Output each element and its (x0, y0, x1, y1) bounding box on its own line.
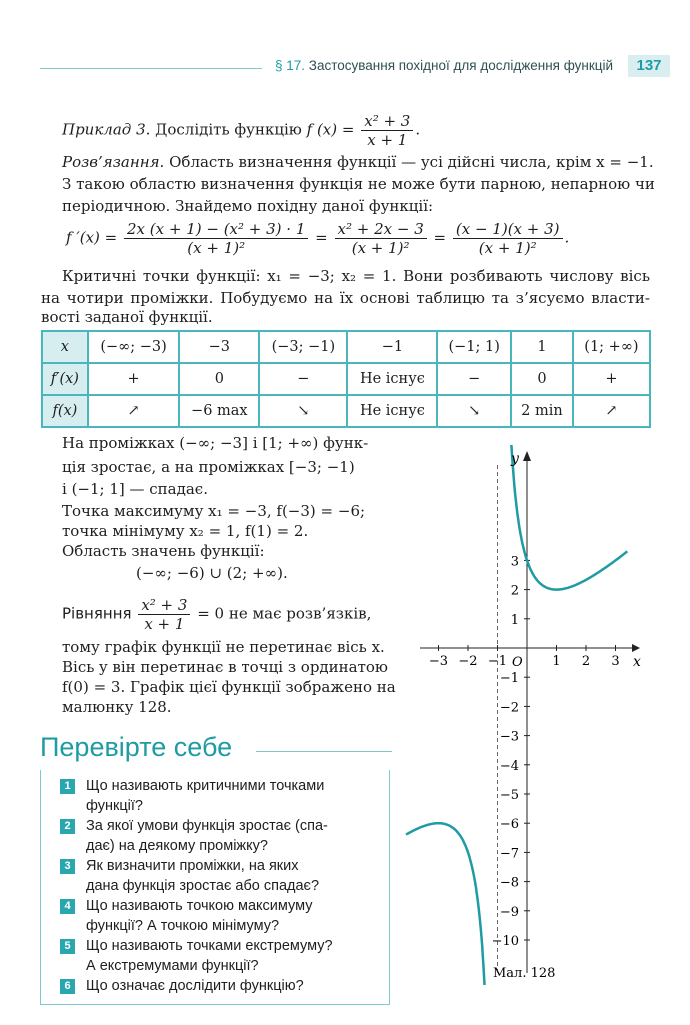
table-cell: x (42, 331, 88, 363)
table-cell: (−1; 1) (437, 331, 511, 363)
table-row-x (42, 331, 650, 363)
derivative-denominator-2: (x + 1)² (351, 239, 410, 257)
x-tick-label: −2 (458, 654, 478, 669)
table-cell: (1; +∞) (573, 331, 650, 363)
y-axis-arrow (523, 451, 531, 461)
y-tick-label: −1 (499, 671, 519, 687)
x-axis-label: x (633, 654, 641, 670)
equation-word: Рівняння (62, 604, 132, 623)
table-cell: ↗ (88, 395, 180, 427)
table-cell: − (259, 363, 347, 395)
question-number: 4 (60, 899, 75, 914)
equation-rest: = 0 не має розв’язків, (197, 604, 372, 623)
question-text: Що називають критичними точками (86, 778, 325, 794)
x-tick-label: 1 (552, 654, 561, 669)
y-tick-label: −2 (499, 700, 519, 716)
question-text: Як визначити проміжки, на яких (86, 858, 299, 874)
question-text: функції? А точкою мінімуму? (86, 918, 280, 934)
question-text: дана функція зростає або спадає? (86, 878, 320, 894)
solution-label: Розв’язання. (62, 153, 165, 171)
table-row-derivative (42, 363, 650, 395)
table-cell: 0 (511, 363, 573, 395)
critical-points-line-2: на чотири проміжки. Побудуємо на їх основі таблицю та з’ясуємо власти- (41, 289, 650, 307)
equation-fraction (138, 596, 190, 633)
solution-text-1: Область визначення функції — усі дійсні числа, крім x = −1. (169, 153, 654, 171)
table-cell: − (437, 363, 511, 395)
question-number: 5 (60, 939, 75, 954)
table-cell: 1 (511, 331, 573, 363)
y-tick-label: −8 (499, 875, 519, 891)
analysis-line: Область значень функції: (62, 542, 265, 560)
figure-caption: Мал. 128 (493, 966, 556, 981)
critical-points-line-1: Критичні точки функції: x₁ = −3; x₂ = 1. Вони розбивають числову вісь (62, 267, 650, 285)
equals-sign: = (433, 228, 447, 247)
table-cell: ↘ (437, 395, 511, 427)
analysis-line: ція зростає, а на проміжках [−3; −1) (62, 458, 355, 476)
question-text: За якої умови функція зростає (спа- (86, 818, 328, 834)
table-cell: f(x) (42, 395, 88, 427)
table-cell: −6 max (179, 395, 259, 427)
check-title-rule (256, 751, 392, 752)
curve-branch-right (511, 445, 628, 590)
derivative-denominator-3: (x + 1)² (478, 239, 537, 257)
solution-line-3: періодичною. Знайдемо похідну даної функції: (62, 197, 434, 215)
analysis-line: точка мінімуму x₂ = 1, f(1) = 2. (62, 522, 309, 540)
question-number: 6 (60, 979, 75, 994)
analysis-line: Вісь y він перетинає в точці з ординатою (62, 658, 388, 676)
formula-period: . (564, 228, 570, 247)
question-number: 1 (60, 779, 75, 794)
y-tick-label: 1 (510, 612, 519, 628)
running-header (275, 58, 613, 73)
range-of-values: (−∞; −6) ∪ (2; +∞). (136, 564, 288, 582)
table-row-function (42, 395, 650, 427)
solution-line-1 (62, 151, 654, 173)
properties-table (41, 330, 651, 428)
table-cell: 0 (179, 363, 259, 395)
example-text: Дослідіть функцію (155, 120, 302, 139)
equation-denominator: x + 1 (144, 615, 185, 633)
analysis-line: Точка максимуму x₁ = −3, f(−3) = −6; (62, 502, 366, 520)
y-tick-label: 2 (510, 583, 519, 599)
derivative-fraction-1 (124, 220, 308, 257)
table-cell: Не існує (347, 395, 437, 427)
derivative-formula (66, 220, 654, 257)
table-cell: f′(x) (42, 363, 88, 395)
x-tick-label: −3 (428, 654, 449, 669)
analysis-line: тому графік функції не перетинає вісь x. (62, 638, 385, 656)
y-tick-label: −5 (499, 788, 519, 803)
function-graph (400, 445, 655, 985)
equation-line (62, 596, 380, 633)
graph-ticks (429, 554, 620, 949)
analysis-line: малюнку 128. (62, 698, 172, 716)
table-cell: (−3; −1) (259, 331, 347, 363)
derivative-numerator-1: 2x (x + 1) − (x² + 3) · 1 (124, 220, 308, 239)
x-tick-label: 3 (611, 654, 620, 669)
question-text: Що називають точками екстремуму? (86, 938, 333, 954)
equation-numerator: x² + 3 (138, 596, 190, 615)
y-tick-label: −7 (499, 846, 519, 862)
section-number: § 17. (275, 58, 306, 73)
x-tick-label: −1 (487, 654, 508, 669)
analysis-line: і (−1; 1] — спадає. (62, 480, 208, 498)
question-text: Що називають точкою максимуму (86, 898, 313, 914)
function-numerator: x² + 3 (361, 112, 413, 131)
table-cell: (−∞; −3) (88, 331, 180, 363)
header-rule (40, 68, 262, 69)
derivative-denominator-1: (x + 1)² (187, 239, 246, 257)
function-lhs: f (x) = (306, 120, 355, 139)
question-text: функції? (86, 798, 143, 814)
table-cell: + (88, 363, 180, 395)
x-axis-arrow (632, 644, 640, 652)
table-cell: ↗ (573, 395, 650, 427)
y-tick-label: −10 (491, 934, 519, 949)
function-fraction (361, 112, 413, 149)
example-period: . (415, 120, 421, 139)
origin-label: O (512, 655, 523, 670)
y-tick-label: −9 (499, 904, 519, 920)
analysis-line: На проміжках (−∞; −3] і [1; +∞) функ- (62, 434, 369, 452)
example-statement (62, 112, 650, 149)
solution-line-2: З такою областю визначення функція не може бути парною, непарною чи (62, 175, 655, 193)
table-cell: Не існує (347, 363, 437, 395)
page-number: 137 (628, 55, 670, 77)
critical-points-line-3: вості заданої функції. (41, 308, 213, 326)
table-cell: ↘ (259, 395, 347, 427)
derivative-lhs: f ′(x) = (66, 228, 118, 247)
check-yourself-title: Перевірте себе (40, 732, 233, 762)
derivative-numerator-3: (x − 1)(x + 3) (453, 220, 563, 239)
table-cell: −3 (179, 331, 259, 363)
derivative-fraction-2 (335, 220, 427, 257)
derivative-fraction-3 (453, 220, 563, 257)
equals-sign: = (315, 228, 328, 247)
table-cell: 2 min (511, 395, 573, 427)
y-tick-label: −6 (499, 817, 519, 833)
table-cell: + (573, 363, 650, 395)
derivative-numerator-2: x² + 2x − 3 (335, 220, 427, 239)
graph-axes (420, 451, 640, 973)
y-tick-label: −3 (499, 729, 519, 745)
question-text: дає) на деякому проміжку? (86, 838, 268, 854)
question-text: Що означає дослідити функцію? (86, 978, 304, 994)
question-number: 2 (60, 819, 75, 834)
example-label: Приклад 3. (62, 120, 151, 139)
question-text: А екстремумами функції? (86, 958, 259, 974)
x-tick-label: 2 (581, 654, 591, 669)
y-tick-label: −4 (499, 758, 519, 774)
y-tick-label: 3 (510, 554, 519, 570)
y-axis-label: y (511, 451, 519, 467)
function-denominator: x + 1 (367, 131, 408, 149)
section-title: Застосування похідної для дослідження функцій (308, 58, 614, 73)
curve-branch-left (406, 823, 485, 985)
table-cell: −1 (347, 331, 437, 363)
question-number: 3 (60, 859, 75, 874)
analysis-line: f(0) = 3. Графік цієї функції зображено на (62, 678, 396, 696)
